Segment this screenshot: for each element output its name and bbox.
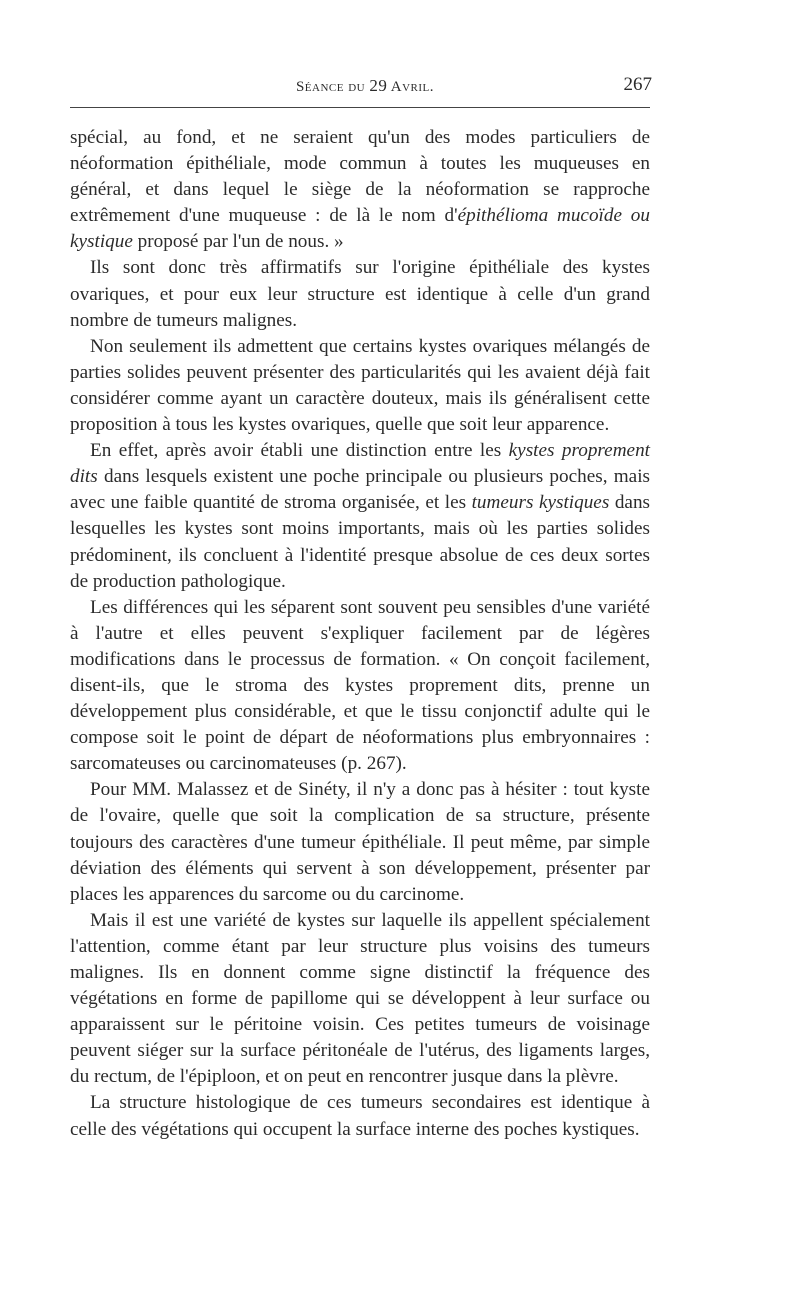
text-run: spécial, au fond, et ne seraient qu'un des modes particuliers de néoformation épithéliale, mode commun à toutes les muqueuses en général, et dans lequel le siège de la néoformation se rapproche extrêmement d'une muqueuse : de là le nom d' <box>70 127 650 227</box>
paragraph <box>70 125 650 255</box>
paragraph <box>70 1090 650 1142</box>
text-run: proposé par l'un de nous. » <box>132 231 344 253</box>
text-run: La structure histologique de ces tumeurs secondaires est identique à celle des végétations qui occupent la surface interne des poches kystiques. <box>70 1092 650 1140</box>
paragraph <box>70 908 650 1091</box>
text-run: Les différences qui les séparent sont souvent peu sensibles d'une variété à l'autre et elles peuvent s'expliquer facilement par de légères modifications dans le processus de formation. « On conçoit facilement, disent-ils, que le stroma des kystes proprement dits, prenne un développement plus considérable, et que le tissu conjonctif adulte qui le compose soit le point de départ de néoformations plus embryonnaires : sarcomateuses ou carcinomateuses (p. 267). <box>70 596 650 775</box>
running-title-prefix: Séance du <box>295 79 370 95</box>
text-run: dans lesquels existent une poche principale ou plusieurs poches, mais avec une faible quantité de stroma organisée, et les <box>70 466 650 514</box>
text-run: dans lesquelles les kystes sont moins importants, mais où les parties solides prédominent, ils concluent à l'identité presque absolue de ces deux sortes de production pathologique. <box>70 492 651 592</box>
running-title-suffix: Avril. <box>387 79 435 95</box>
paragraph <box>70 777 650 907</box>
paragraph <box>70 595 650 778</box>
italic-phrase: épithélioma mucoïde ou kystique <box>70 205 650 253</box>
header-rule <box>70 107 650 108</box>
paragraph <box>70 438 650 595</box>
text-run: Ils sont donc très affirmatifs sur l'origine épithéliale des kystes ovariques, et pour eux leur structure est identique à celle d'un grand nombre de tumeurs malignes. <box>70 257 650 331</box>
page-number: 267 <box>623 74 652 95</box>
text-run: Non seulement ils admettent que certains kystes ovariques mélangés de parties solides peuvent présenter des particularités qui les avaient déjà fait considérer comme ayant un caractère douteux, mais ils généralisent cette proposition à tous les kystes ovariques, quelle que soit leur apparence. <box>70 335 650 436</box>
text-run: Mais il est une variété de kystes sur laquelle ils appellent spécialement l'attention, comme étant par leur structure plus voisins des tumeurs malignes. Ils en donnent comme signe distinctif la fréquence des végétations en forme de papillome qui se développent à leur surface ou apparaissent sur le péritoine voisin. Ces petites tumeurs de voisinage peuvent siéger sur la surface péritonéale de l'utérus, des ligaments larges, du rectum, de l'épiploon, et on peut en rencontrer jusque dans la plèvre. <box>70 909 650 1088</box>
text-run: Pour MM. Malassez et de Sinéty, il n'y a donc pas à hésiter : tout kyste de l'ovaire, quelle que soit la complication de sa structure, présente toujours des caractères d'une tumeur épithéliale. Il peut même, par simple déviation des éléments qui servent à son développement, présenter par places les apparences du sarcome ou du carcinome. <box>70 779 650 905</box>
running-head <box>70 76 660 100</box>
body-text <box>70 125 650 1143</box>
paragraph <box>70 255 650 333</box>
paragraph <box>70 334 650 438</box>
italic-phrase: kystes proprement dits <box>70 440 651 488</box>
running-title-day: 29 <box>369 76 388 95</box>
text-run: En effet, après avoir établi une distinction entre les <box>90 440 509 462</box>
italic-phrase: tumeurs kystiques <box>471 492 610 514</box>
running-title <box>70 76 660 96</box>
